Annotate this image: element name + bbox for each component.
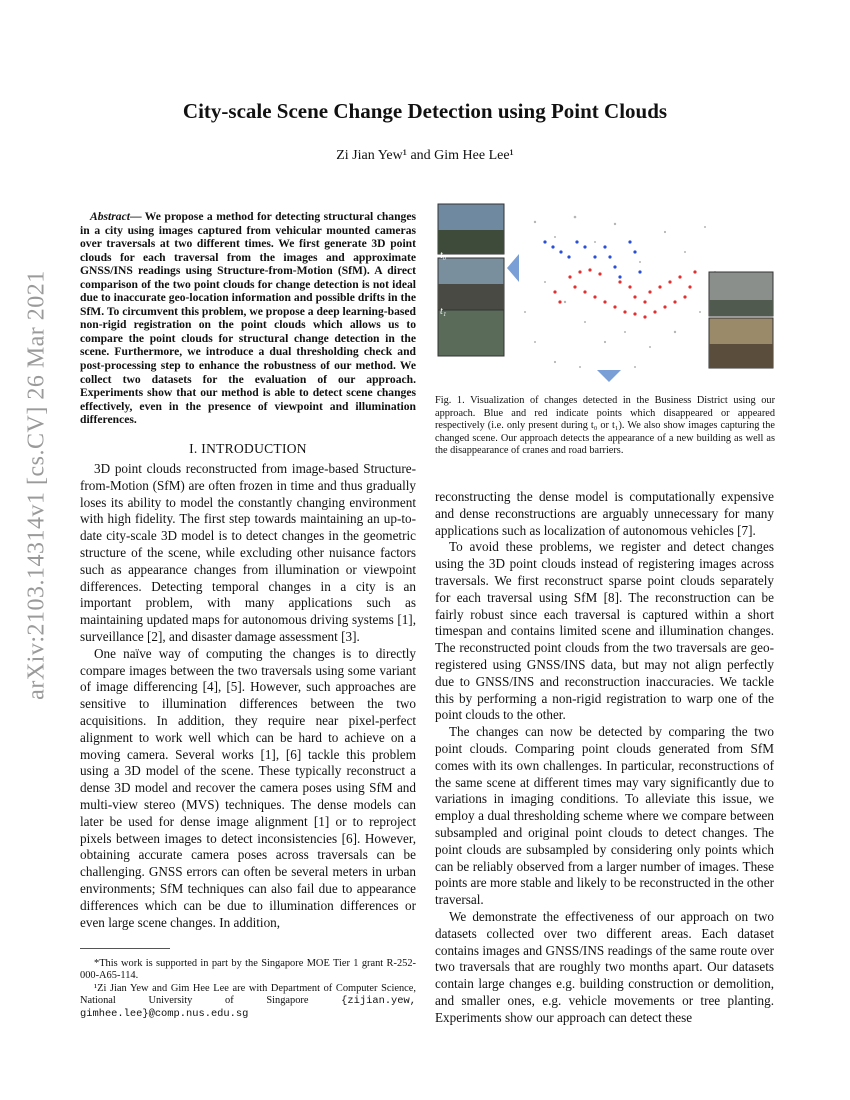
section-heading-introduction: I. INTRODUCTION bbox=[189, 441, 307, 456]
point-cloud-gray bbox=[524, 216, 716, 368]
left-column-body bbox=[80, 461, 416, 931]
paragraph: We demonstrate the effectiveness of our approach on two datasets collected over two different areas. Each dataset contains images and GNSS/INS readings of the same route over two traversals that are roughly two months apart. Our datasets contain large changes e.g. building construction or demolition, and smaller ones, e.g. vehicle movements or tree planting. Experiments show our approach can detect these bbox=[435, 908, 774, 1025]
abstract-label: Abstract bbox=[90, 210, 130, 223]
footnote-rule bbox=[80, 948, 170, 949]
footnote-affiliation bbox=[80, 983, 416, 1020]
pointer-left-icon bbox=[507, 254, 519, 282]
paragraph: reconstructing the dense model is computationally expensive and dense reconstructions are arguably unnecessary for many applications such as localization of autonomous vehicles [7]. bbox=[435, 489, 774, 538]
footnotes bbox=[80, 958, 416, 1020]
footnote-funding: *This work is supported in part by the Singapore MOE Tier 1 grant R-252-000-A65-114. bbox=[80, 958, 416, 982]
arxiv-sidebar bbox=[14, 250, 60, 720]
right-column-body bbox=[435, 489, 774, 1027]
paragraph: To avoid these problems, we register and detect changes using the 3D point clouds instead of registering images across traversals. We first reconstruct sparse point clouds separately for each traversal using SfM [8]. The reconstruction can be fairly robust since each traversal is captured within a short timespan and contains limited scene and illumination changes. The reconstructed point clouds from the two traversals are geo-registered using GNSS/INS data, but may not align perfectly due to GNSS/INS and reconstruction inaccuracies. We tackle this by performing a non-rigid registration to warp one of the point clouds to the other. bbox=[435, 539, 774, 723]
point-cloud-red bbox=[553, 268, 696, 318]
paragraph: One naïve way of computing the changes is to directly compare images between the two traversals using some variant of image differencing [4], [5]. However, such approaches are sensitive to illumination differences between the two acquisitions. In addition, they require near pixel-perfect alignment to work well which can be hard to achieve on a moving camera. Several works [1], [6] tackle this problem using a 3D model of the scene. These typically reconstruct a dense 3D model and recover the camera poses using SfM and multi-view stereo (MVS) techniques. The dense models can later be used for dense image alignment [1] or to reproject pixels between images to detect inconsistencies [6]. However, obtaining accurate camera poses across traversals can be challenging. GNSS errors can often be several meters in urban environments; SfM techniques can also fail due to appearance differences which can be due to illumination differences or even large scene changes. In addition, bbox=[80, 645, 416, 930]
point-cloud-visualization bbox=[435, 202, 775, 382]
paragraph: The changes can now be detected by comparing the two point clouds. Comparing point clouds generated from SfM comes with its own challenges. In particular, reconstructions of the same scene at different times may vary significantly due to variations in imaging conditions. To alleviate this issue, we employ a dual thresholding scheme where we compare between subsampled and original point clouds to detect changes. The point clouds are subsampled by considering only points which can be reliably observed from a larger number of images. These points are more stable and likely to be reconstructed in the other traversal. bbox=[435, 724, 774, 908]
abstract bbox=[80, 210, 416, 427]
paper-authors: Zi Jian Yew¹ and Gim Hee Lee¹ bbox=[336, 148, 514, 163]
figure-caption: Fig. 1. Visualization of changes detected in the Business District using our approach. Blue and red indicate points which disappeared or appeared respectively (i.e. only present during t₀ or t₁). We also show images capturing the changed scene. Our approach detects the appearance of a new building as well as the disappearance of cranes and road barriers. bbox=[435, 395, 775, 456]
footnote-emails: {zijian.yew, gimhee.lee}@comp.nus.edu.sg bbox=[80, 995, 416, 1020]
label-t0: t₀ bbox=[440, 250, 447, 261]
photo-t1 bbox=[438, 310, 504, 356]
point-cloud-blue bbox=[543, 240, 641, 278]
figure-1 bbox=[435, 202, 775, 382]
paper-title: City-scale Scene Change Detection using Point Clouds bbox=[182, 99, 668, 123]
label-t1: t₁ bbox=[440, 306, 447, 317]
arxiv-identifier: arXiv:2103.14314v1 [cs.CV] 26 Mar 2021 bbox=[23, 270, 50, 700]
footnote-affiliation-text: ¹Zi Jian Yew and Gim Hee Lee are with Department of Computer Science, National University of Singapore bbox=[80, 982, 416, 1007]
paragraph: 3D point clouds reconstructed from image-based Structure-from-Motion (SfM) are often frozen in time and thus gradually loses its ability to model the constantly changing environment with high fidelity. The first step towards maintaining an up-to-date city-scale 3D model is to detect changes in the geometric structure of the scene, while excluding other nuisance factors such as appearance changes from illumination or viewpoint differences. Detecting temporal changes in a city is an important problem, with many applications such as maintaining updated maps for autonomous driving systems [1], surveillance [2], and disaster damage assessment [3]. bbox=[80, 461, 416, 644]
pointer-down-icon bbox=[597, 370, 621, 382]
abstract-text: — We propose a method for detecting structural changes in a city using images captured from vehicular mounted cameras over traversals at two different times. We first generate 3D point clouds for each traversal from the images and approximate GNSS/INS readings using Structure-from-Motion (SfM). A direct comparison of the two point clouds for change detection is not ideal due to inaccurate geo-location information and possible drifts in the SfM. To circumvent this problem, we propose a deep learning-based non-rigid registration on the point clouds which allows us to compare the point clouds for structural change detection in the scene. Furthermore, we introduce a dual thresholding check and post-processing step to enhance the robustness of our method. We collect two datasets for the evaluation of our approach. Experiments show that our method is able to detect scene changes effectively, even in the presence of viewpoint and illumination differences. bbox=[80, 210, 416, 427]
